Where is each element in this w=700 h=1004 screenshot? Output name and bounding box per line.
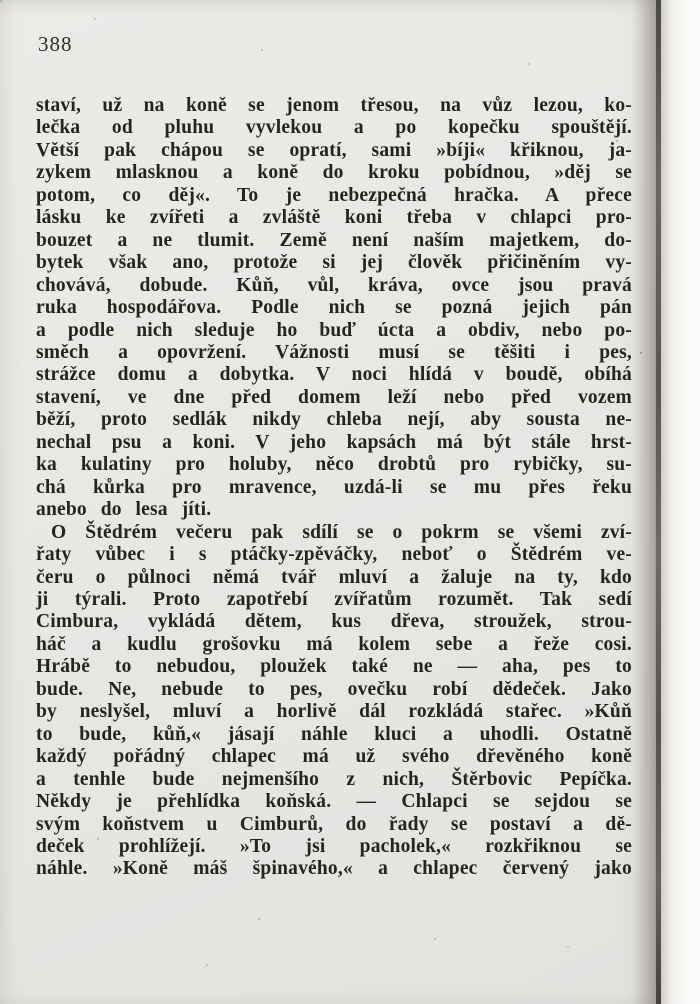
text-line: řaty vůbec i s ptáčky-zpěváčky, neboť o Štědrém ve- [36, 544, 632, 566]
text-line: ruka hospodářova. Podle nich se pozná jejich pán [36, 297, 632, 319]
text-line: každý pořádný chlapec má už svého dřevěného koně [36, 746, 632, 768]
text-line: svým koňstvem u Cimburů, do řady se postaví a dě- [36, 813, 632, 835]
text-line: lásku ke zvířeti a zvláště koni třeba v chlapci pro- [36, 207, 632, 229]
text-line: Cimbura, vykládá dětem, kus dřeva, stroužek, strou- [36, 611, 632, 633]
text-line: ka kulatiny pro holuby, něco drobtů pro rybičky, su- [36, 454, 632, 476]
page-number: 388 [38, 32, 73, 56]
text-line: chá kůrka pro mravence, uzdá-li se mu přes řeku [36, 476, 632, 498]
text-line: O Štědrém večeru pak sdílí se o pokrm se všemi zví- [51, 521, 632, 543]
text-line: bytek však ano, protože si jej člověk přičiněním vy- [36, 252, 632, 274]
text-line: háč a kudlu grošovku má kolem sebe a řeže cosi. [36, 633, 632, 655]
text-line: lečka od pluhu vyvlekou a po kopečku spouštějí. [36, 117, 632, 139]
text-block [36, 95, 632, 881]
text-line: Někdy je přehlídka koňská. — Chlapci se sejdou se [36, 791, 632, 813]
text-line: náhle. »Koně máš špinavého,« a chlapec červený jako [36, 858, 632, 880]
text-line: strážce domu a dobytka. V noci hlídá v boudě, obíhá [36, 364, 632, 386]
text-line: zykem mlasknou a koně do kroku pobídnou, »děj se [36, 162, 632, 184]
text-line: běží, proto sedlák nikdy chleba nejí, aby sousta ne- [36, 409, 632, 431]
scan-speckles [0, 0, 2, 2]
page-edge-shadow [633, 0, 656, 1004]
text-line: potom, co děj«. To je nebezpečná hračka. A přece [36, 184, 632, 206]
text-line: a podle nich sleduje ho buď úcta a obdiv, nebo po- [36, 319, 632, 341]
text-line: chovává, dobude. Kůň, vůl, kráva, ovce jsou pravá [36, 274, 632, 296]
text-line: čeru o půlnoci němá tvář mluví a žaluje na ty, kdo [36, 566, 632, 588]
scanner-background-strip [661, 0, 700, 1004]
text-line: by neslyšel, mluví a horlivě dál rozkládá stařec. »Kůň [36, 701, 632, 723]
text-line: a tenhle bude nejmenšího z nich, Štěrbovic Pepíčka. [36, 768, 632, 790]
text-line: bouzet a ne tlumit. Země není naším majetkem, do- [36, 229, 632, 251]
text-line: deček prohlížejí. »To jsi pacholek,« rozkřiknou se [36, 835, 632, 857]
text-line: to bude, kůň,« jásají náhle kluci a uhodli. Ostatně [36, 723, 632, 745]
text-line: anebo do lesa jíti. [36, 499, 212, 521]
text-line: směch a opovržení. Vážnosti musí se těšiti i pes, [36, 341, 632, 363]
text-line: Hrábě to nebudou, ploužek také ne — aha, pes to [36, 656, 632, 678]
text-line: stavení, ve dne před domem leží nebo před vozem [36, 386, 632, 408]
text-line: staví, už na koně se jenom třesou, na vůz lezou, ko- [36, 95, 632, 116]
text-line: ji týrali. Proto zapotřebí zvířatům rozumět. Tak sedí [36, 588, 632, 610]
text-line: Větší pak chápou se opratí, sami »bíji« křiknou, ja- [36, 139, 632, 161]
text-line: bude. Ne, nebude to pes, ovečku robí dědeček. Jako [36, 678, 632, 700]
text-line: nechal psu a koni. V jeho kapsách má být stále hrst- [36, 431, 632, 453]
